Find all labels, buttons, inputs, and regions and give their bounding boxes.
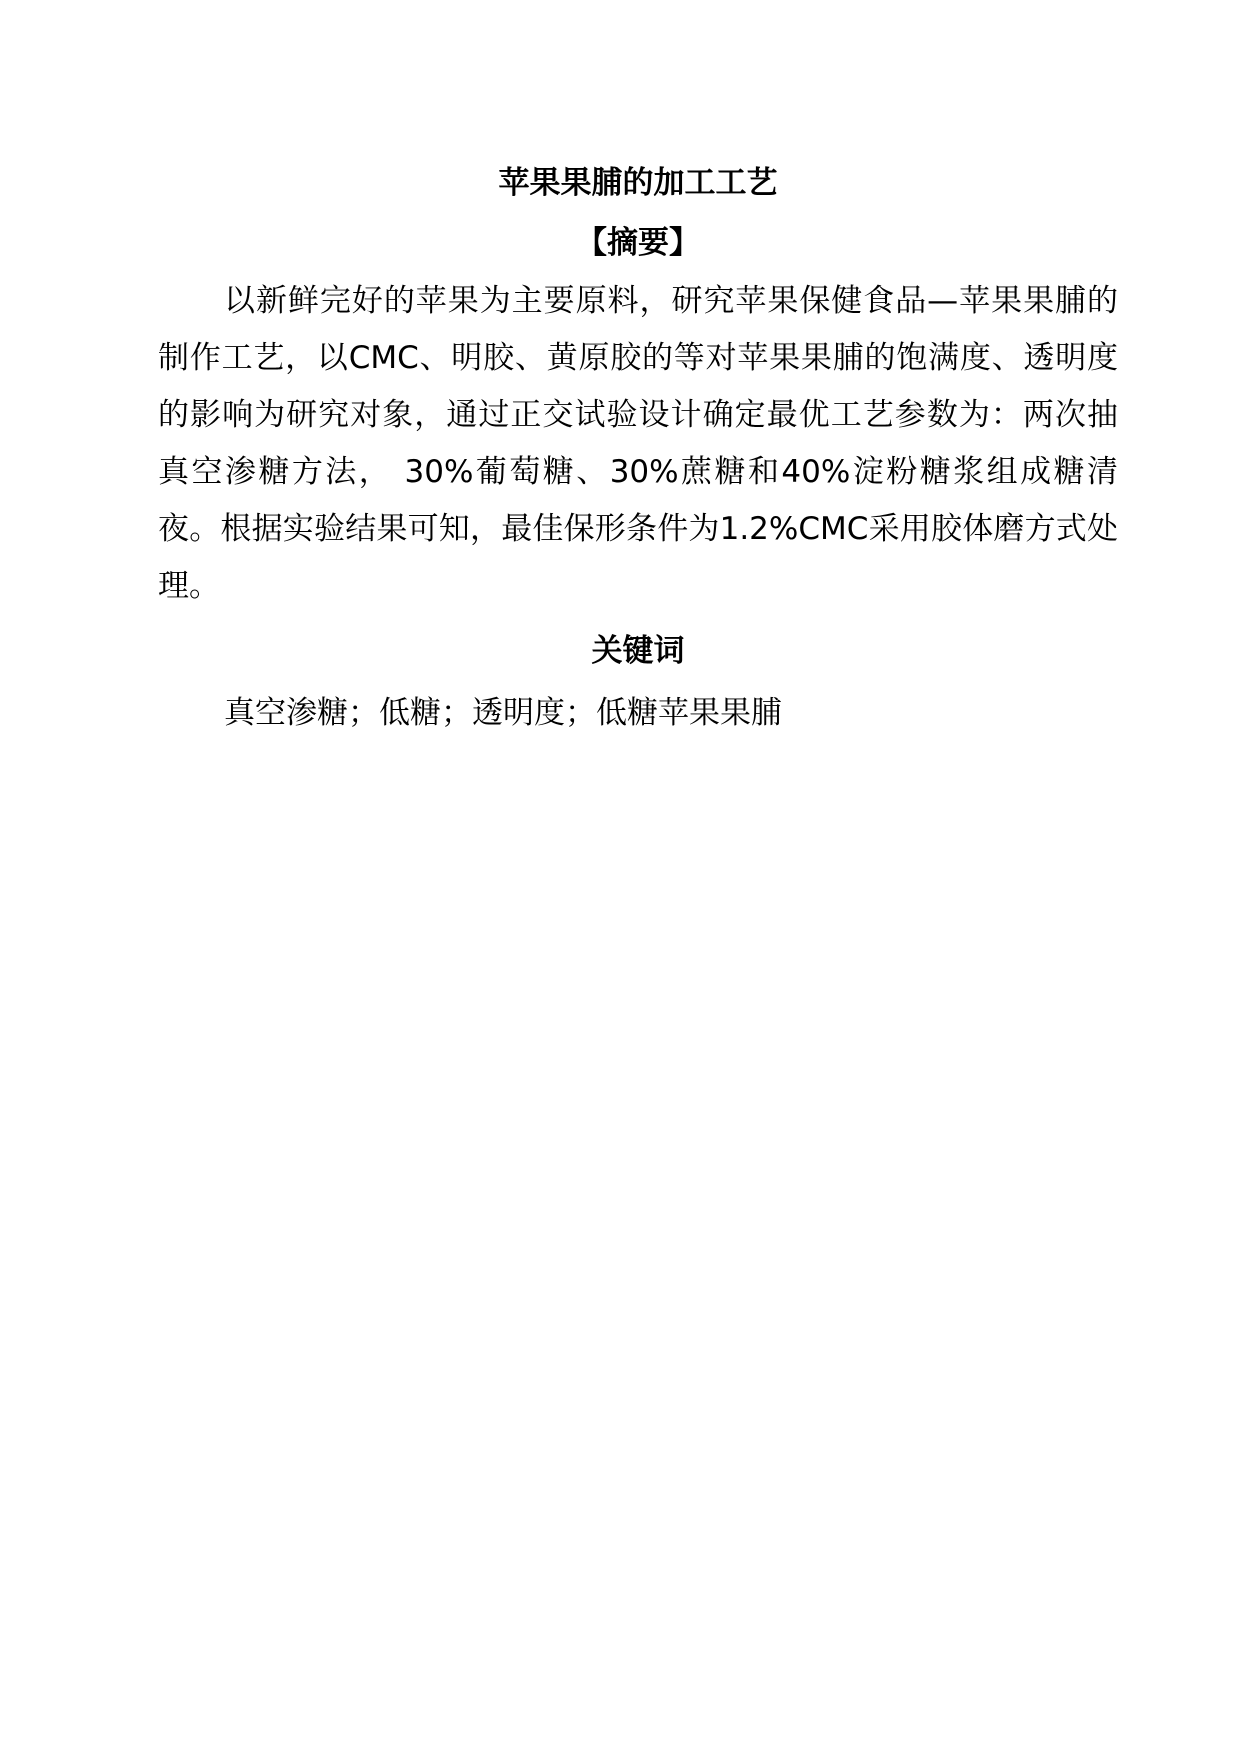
abstract-heading: 【摘要】 (576, 225, 700, 261)
abstract-paragraph: 以新鲜完好的苹果为主要原料，研究苹果保健食品—苹果果脯的制作工艺，以CMC、明胶、黄原胶的等对苹果果脯的饱满度、透明度的影响为研究对象，通过正交试验设计确定最优工艺参数为：两次抽真空渗糖方法， 30%葡萄糖、30%蔗糖和40%淀粉糖浆组成糖清夜。根据实验结果可知，最佳保形条件为1.2%CMC采用胶体磨方式处理。 (158, 283, 1118, 604)
document-content (158, 155, 1118, 742)
keywords-paragraph: 真空渗糖；低糖；透明度；低糖苹果果脯 (224, 695, 782, 731)
keywords-heading: 关键词 (591, 633, 685, 669)
document-title: 苹果果脯的加工工艺 (498, 165, 778, 201)
